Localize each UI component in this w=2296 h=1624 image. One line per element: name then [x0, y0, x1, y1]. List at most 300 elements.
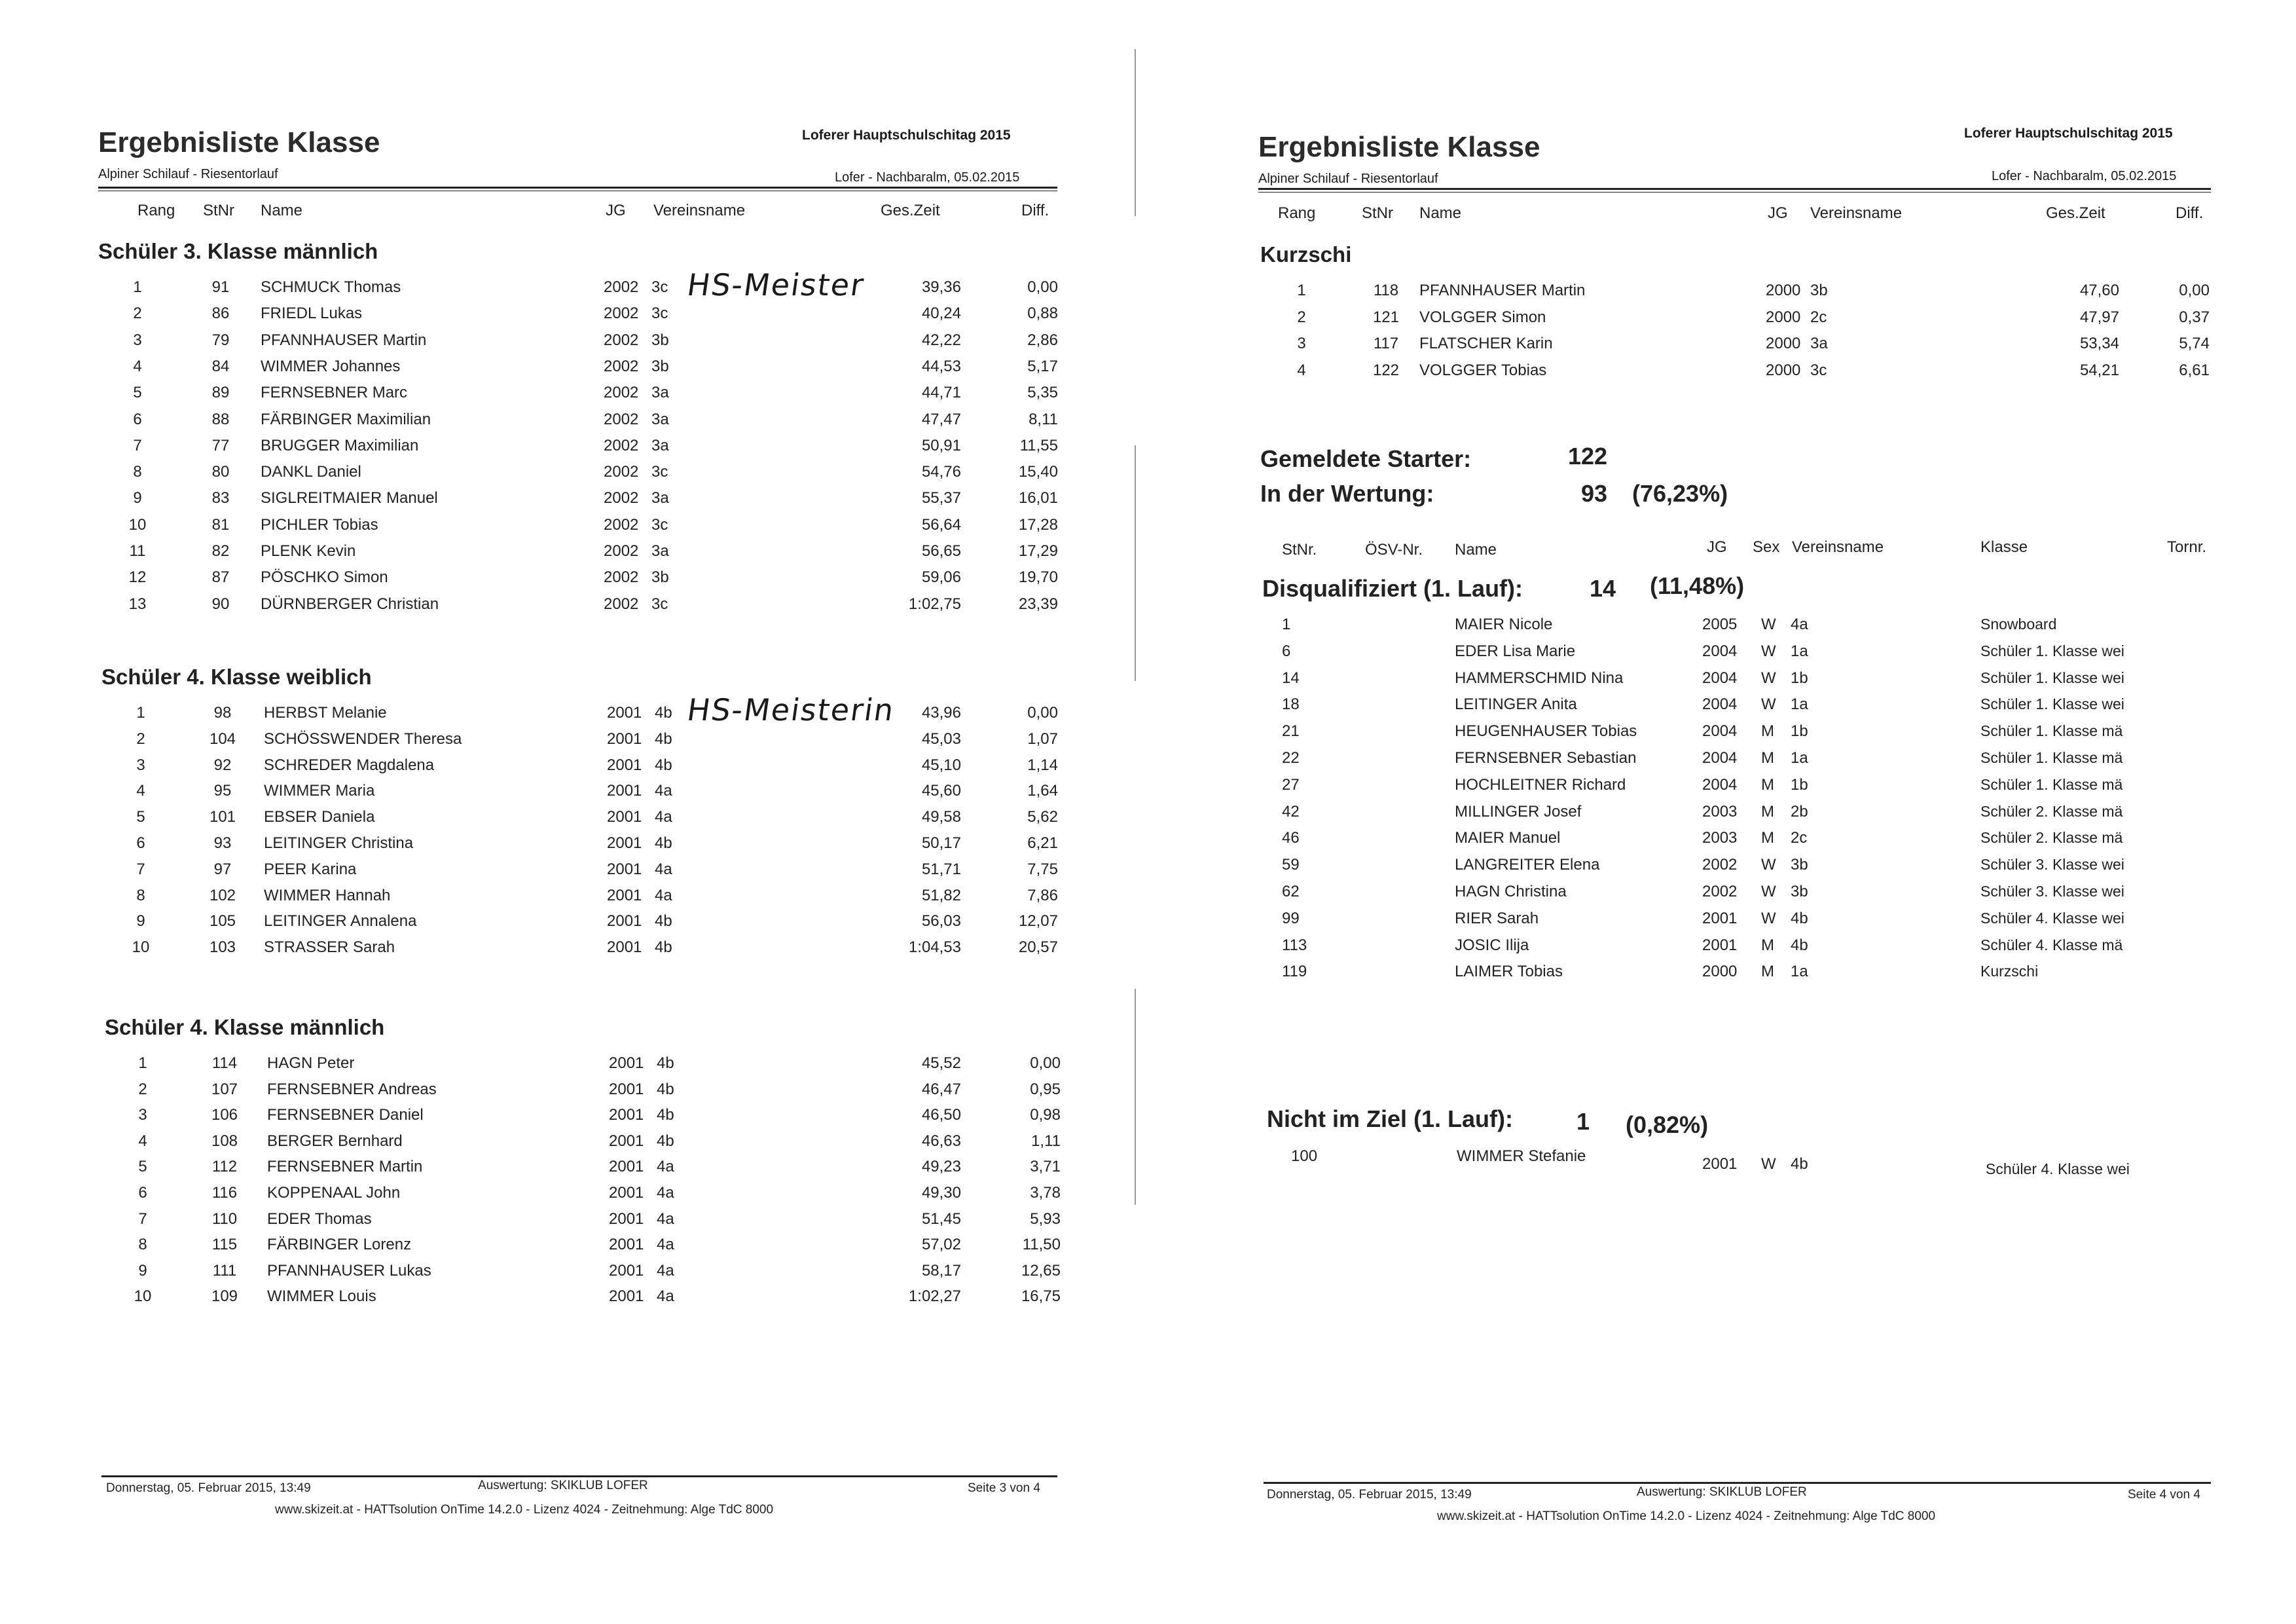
- class-cell: 4b: [1791, 1155, 1808, 1173]
- ranked-value: 93: [1581, 480, 1608, 507]
- name-cell: DÜRNBERGER Christian: [261, 595, 439, 613]
- class-cell: 4b: [655, 834, 672, 852]
- class-cell: 4b: [655, 938, 672, 956]
- name-cell: EBSER Daniela: [264, 808, 375, 826]
- class-cell: 4b: [657, 1132, 674, 1150]
- diff-cell: 5,74: [2179, 335, 2210, 352]
- name-cell: LEITINGER Christina: [264, 834, 414, 852]
- start-number-cell: 6: [1282, 642, 1291, 660]
- name-cell: LANGREITER Elena: [1455, 856, 1600, 874]
- rank-cell: 12: [128, 568, 147, 586]
- class-cell: 4a: [657, 1184, 674, 1202]
- year-cell: 2000: [1766, 282, 1801, 299]
- start-number-cell: 107: [211, 1080, 238, 1098]
- rank-cell: 1: [133, 278, 142, 296]
- start-number-cell: 118: [1373, 282, 1399, 299]
- start-number-cell: 62: [1282, 883, 1300, 900]
- name-cell: FÄRBINGER Maximilian: [261, 411, 431, 428]
- time-cell: 1:04,53: [908, 938, 961, 956]
- start-number-cell: 82: [211, 542, 230, 560]
- class-cell: 1a: [1791, 695, 1808, 713]
- start-number-cell: 101: [209, 808, 236, 826]
- sex-cell: W: [1761, 695, 1776, 713]
- class-cell: 1b: [1791, 722, 1808, 740]
- rank-cell: 9: [133, 489, 142, 507]
- handwritten-annotation: HS-Meisterin: [685, 692, 898, 728]
- col-name: Name: [1419, 204, 1462, 222]
- class-cell: 3b: [1810, 282, 1828, 299]
- year-cell: 2001: [609, 1210, 644, 1228]
- rank-cell: 10: [128, 516, 147, 534]
- start-number-cell: 86: [211, 304, 230, 322]
- sex-cell: M: [1761, 722, 1774, 740]
- class-cell: 4a: [1791, 616, 1808, 633]
- diff-cell: 5,35: [1027, 384, 1058, 401]
- class-cell: 3a: [651, 384, 669, 401]
- time-cell: 39,36: [921, 278, 961, 296]
- sex-cell: W: [1761, 669, 1776, 687]
- start-number-cell: 79: [211, 331, 230, 349]
- time-cell: 56,03: [921, 912, 961, 930]
- year-cell: 2001: [609, 1287, 644, 1305]
- time-cell: 54,76: [921, 463, 961, 481]
- year-cell: 2001: [609, 1106, 644, 1124]
- year-cell: 2002: [604, 278, 639, 296]
- diff-cell: 0,88: [1027, 304, 1058, 322]
- class-cell: 4b: [1791, 936, 1808, 954]
- start-number-cell: 114: [211, 1054, 238, 1072]
- class-cell: 1a: [1791, 963, 1808, 980]
- rank-cell: 13: [128, 595, 147, 613]
- year-cell: 2003: [1702, 803, 1738, 821]
- class-cell: 3a: [1810, 335, 1828, 352]
- name-cell: SCHREDER Magdalena: [264, 756, 435, 774]
- dq-count: 14: [1590, 575, 1616, 602]
- time-cell: 49,30: [921, 1184, 961, 1202]
- name-cell: VOLGGER Simon: [1419, 308, 1546, 326]
- year-cell: 2000: [1702, 963, 1738, 980]
- section-heading: Schüler 4. Klasse weiblich: [101, 665, 372, 689]
- name-cell: HAGN Christina: [1455, 883, 1567, 900]
- footer-software: www.skizeit.at - HATTsolution OnTime 14.2.0 - Lizenz 4024 - Zeitnehmung: Alge TdC 8000: [275, 1503, 774, 1517]
- dq-col-oesv: ÖSV-Nr.: [1365, 541, 1423, 559]
- footer-date: Donnerstag, 05. Februar 2015, 13:49: [106, 1481, 311, 1495]
- class-cell: 4a: [655, 808, 672, 826]
- name-cell: HOCHLEITNER Richard: [1455, 776, 1626, 794]
- time-cell: 42,22: [921, 331, 961, 349]
- diff-cell: 16,01: [1018, 489, 1058, 507]
- time-cell: 53,34: [2079, 335, 2119, 352]
- start-number-cell: 104: [209, 730, 236, 748]
- name-cell: MAIER Nicole: [1455, 616, 1553, 633]
- time-cell: 55,37: [921, 489, 961, 507]
- dq-col-tornr: Tornr.: [2167, 538, 2207, 556]
- col-name: Name: [261, 202, 303, 219]
- name-cell: PLENK Kevin: [261, 542, 356, 560]
- year-cell: 2004: [1702, 776, 1738, 794]
- diff-cell: 15,40: [1018, 463, 1058, 481]
- diff-cell: 1,07: [1027, 730, 1058, 748]
- rank-cell: 4: [136, 782, 145, 800]
- class-cell: 3b: [1791, 856, 1808, 874]
- diff-cell: 7,75: [1027, 860, 1058, 878]
- name-cell: PÖSCHKO Simon: [261, 568, 388, 586]
- diff-cell: 23,39: [1018, 595, 1058, 613]
- diff-cell: 7,86: [1027, 887, 1058, 904]
- rank-cell: 6: [138, 1184, 147, 1202]
- start-number-cell: 97: [213, 860, 232, 878]
- start-number-cell: 88: [211, 411, 230, 428]
- time-cell: 1:02,27: [908, 1287, 961, 1305]
- name-cell: FERNSEBNER Daniel: [267, 1106, 424, 1124]
- name-cell: MAIER Manuel: [1455, 829, 1561, 847]
- footer-page: Seite 4 von 4: [2128, 1488, 2200, 1502]
- time-cell: 56,65: [921, 542, 961, 560]
- time-cell: 56,64: [921, 516, 961, 534]
- name-cell: WIMMER Hannah: [264, 887, 391, 904]
- class-cell: 1a: [1791, 642, 1808, 660]
- class-cell: 4a: [657, 1210, 674, 1228]
- class-cell: 3a: [651, 437, 669, 454]
- class-cell: 3c: [651, 304, 668, 322]
- name-cell: FRIEDL Lukas: [261, 304, 363, 322]
- section-heading-kurzschi: Kurzschi: [1260, 242, 1352, 267]
- time-cell: 49,58: [921, 808, 961, 826]
- sex-cell: M: [1761, 803, 1774, 821]
- start-number-cell: 22: [1282, 749, 1300, 767]
- name-cell: FERNSEBNER Marc: [261, 384, 408, 401]
- dq-col-verein: Vereinsname: [1792, 538, 1884, 556]
- category-cell: Schüler 1. Klasse mä: [1980, 776, 2123, 793]
- year-cell: 2002: [604, 358, 639, 375]
- class-cell: 4a: [655, 887, 672, 904]
- footer-page: Seite 3 von 4: [968, 1481, 1040, 1495]
- col-verein: Vereinsname: [653, 202, 746, 219]
- start-number-cell: 46: [1282, 829, 1300, 847]
- category-cell: Kurzschi: [1980, 963, 2039, 980]
- year-cell: 2000: [1766, 308, 1801, 326]
- category-cell: Schüler 2. Klasse mä: [1980, 829, 2123, 846]
- time-cell: 51,71: [921, 860, 961, 878]
- name-cell: SCHÖSSWENDER Theresa: [264, 730, 462, 748]
- rank-cell: 3: [1297, 335, 1306, 352]
- class-cell: 4a: [657, 1158, 674, 1175]
- year-cell: 2002: [604, 542, 639, 560]
- rank-cell: 6: [133, 411, 142, 428]
- rank-cell: 9: [138, 1262, 147, 1280]
- diff-cell: 0,98: [1030, 1106, 1061, 1124]
- rank-cell: 1: [138, 1054, 147, 1072]
- rank-cell: 7: [138, 1210, 147, 1228]
- start-number-cell: 14: [1282, 669, 1300, 687]
- col-zeit: Ges.Zeit: [881, 202, 940, 219]
- diff-cell: 5,93: [1030, 1210, 1061, 1228]
- dnf-count: 1: [1576, 1108, 1590, 1135]
- diff-cell: 11,50: [1022, 1236, 1061, 1253]
- col-rang: Rang: [1278, 204, 1316, 222]
- start-number-cell: 106: [211, 1106, 238, 1124]
- time-cell: 46,50: [921, 1106, 961, 1124]
- dq-col-stnr: StNr.: [1282, 541, 1317, 559]
- col-verein: Vereinsname: [1810, 204, 1903, 222]
- sex-cell: W: [1761, 856, 1776, 874]
- section-heading: Schüler 3. Klasse männlich: [98, 239, 378, 263]
- class-cell: 3a: [651, 542, 669, 560]
- category-cell: Snowboard: [1980, 616, 2057, 633]
- category-cell: Schüler 1. Klasse mä: [1980, 749, 2123, 766]
- footer-rule: [101, 1475, 1057, 1477]
- name-cell: FERNSEBNER Sebastian: [1455, 749, 1637, 767]
- time-cell: 45,10: [921, 756, 961, 774]
- start-number-cell: 21: [1282, 722, 1300, 740]
- year-cell: 2002: [1702, 883, 1738, 900]
- rank-cell: 3: [138, 1106, 147, 1124]
- name-cell: MILLINGER Josef: [1455, 803, 1582, 821]
- rank-cell: 1: [136, 704, 145, 722]
- time-cell: 40,24: [921, 304, 961, 322]
- col-jg: JG: [1768, 204, 1788, 222]
- diff-cell: 5,62: [1027, 808, 1058, 826]
- section-heading: Schüler 4. Klasse männlich: [105, 1015, 385, 1039]
- time-cell: 47,60: [2079, 282, 2119, 299]
- class-cell: 3b: [1791, 883, 1808, 900]
- name-cell: HAGN Peter: [267, 1054, 355, 1072]
- starters-value: 122: [1568, 443, 1608, 470]
- year-cell: 2001: [1702, 910, 1738, 927]
- col-jg: JG: [606, 202, 626, 219]
- year-cell: 2004: [1702, 642, 1738, 660]
- rank-cell: 11: [129, 542, 146, 560]
- sex-cell: W: [1761, 1155, 1776, 1173]
- time-cell: 58,17: [921, 1262, 961, 1280]
- name-cell: PFANNHAUSER Martin: [261, 331, 427, 349]
- name-cell: PFANNHAUSER Lukas: [267, 1262, 431, 1280]
- year-cell: 2001: [609, 1236, 644, 1253]
- year-cell: 2001: [607, 756, 642, 774]
- category-cell: Schüler 4. Klasse wei: [1986, 1160, 2130, 1177]
- class-cell: 4b: [655, 730, 672, 748]
- start-number-cell: 83: [211, 489, 230, 507]
- year-cell: 2001: [607, 860, 642, 878]
- diff-cell: 1,14: [1027, 756, 1058, 774]
- year-cell: 2002: [604, 304, 639, 322]
- time-cell: 43,96: [921, 704, 961, 722]
- header-rule-thin: [1258, 192, 2211, 193]
- class-cell: 4b: [657, 1106, 674, 1124]
- year-cell: 2002: [604, 463, 639, 481]
- diff-cell: 20,57: [1018, 938, 1058, 956]
- start-number-cell: 105: [209, 912, 236, 930]
- name-cell: LEITINGER Annalena: [264, 912, 417, 930]
- diff-cell: 1,11: [1031, 1132, 1061, 1150]
- start-number-cell: 98: [213, 704, 232, 722]
- start-number-cell: 109: [211, 1287, 238, 1305]
- diff-cell: 6,21: [1027, 834, 1058, 852]
- name-cell: HERBST Melanie: [264, 704, 387, 722]
- name-cell: SIGLREITMAIER Manuel: [261, 489, 438, 507]
- sex-cell: M: [1761, 936, 1774, 954]
- year-cell: 2002: [604, 411, 639, 428]
- sex-cell: W: [1761, 616, 1776, 633]
- footer-date: Donnerstag, 05. Februar 2015, 13:49: [1267, 1488, 1472, 1502]
- time-cell: 46,63: [921, 1132, 961, 1150]
- class-cell: 1a: [1791, 749, 1808, 767]
- diff-cell: 17,29: [1018, 542, 1058, 560]
- start-number-cell: 90: [211, 595, 230, 613]
- footer-software: www.skizeit.at - HATTsolution OnTime 14.2.0 - Lizenz 4024 - Zeitnehmung: Alge TdC 8000: [1437, 1509, 1936, 1523]
- start-number-cell: 117: [1373, 335, 1399, 352]
- ranked-percent: (76,23%): [1632, 480, 1728, 507]
- category-cell: Schüler 2. Klasse mä: [1980, 803, 2123, 820]
- rank-cell: 7: [136, 860, 145, 878]
- name-cell: EDER Thomas: [267, 1210, 372, 1228]
- start-number-cell: 102: [209, 887, 236, 904]
- start-number-cell: 93: [213, 834, 232, 852]
- start-number-cell: 113: [1282, 936, 1307, 954]
- sex-cell: M: [1761, 776, 1774, 794]
- category-cell: Schüler 1. Klasse wei: [1980, 642, 2124, 659]
- rank-cell: 10: [132, 938, 150, 956]
- rank-cell: 4: [1297, 361, 1306, 379]
- time-cell: 47,47: [921, 411, 961, 428]
- sex-cell: M: [1761, 749, 1774, 767]
- name-cell: BRUGGER Maximilian: [261, 437, 419, 454]
- category-cell: Schüler 3. Klasse wei: [1980, 883, 2124, 900]
- col-diff: Diff.: [1021, 202, 1049, 219]
- discipline: Alpiner Schilauf - Riesentorlauf: [98, 167, 278, 181]
- rank-cell: 9: [136, 912, 145, 930]
- start-number-cell: 87: [211, 568, 230, 586]
- class-cell: 2c: [1810, 308, 1827, 326]
- class-cell: 4b: [657, 1080, 674, 1098]
- category-cell: Schüler 3. Klasse wei: [1980, 856, 2124, 873]
- time-cell: 54,21: [2079, 361, 2119, 379]
- venue-date: Lofer - Nachbaralm, 05.02.2015: [1992, 169, 2177, 183]
- diff-cell: 2,86: [1027, 331, 1058, 349]
- year-cell: 2002: [604, 516, 639, 534]
- year-cell: 2001: [607, 704, 642, 722]
- class-cell: 4a: [657, 1287, 674, 1305]
- year-cell: 2005: [1702, 616, 1738, 633]
- venue-date: Lofer - Nachbaralm, 05.02.2015: [835, 170, 1020, 185]
- time-cell: 57,02: [921, 1236, 961, 1253]
- name-cell: BERGER Bernhard: [267, 1132, 403, 1150]
- dq-col-jg: JG: [1707, 538, 1727, 556]
- class-cell: 4a: [657, 1262, 674, 1280]
- start-number-cell: 18: [1282, 695, 1300, 713]
- time-cell: 44,71: [921, 384, 961, 401]
- category-cell: Schüler 4. Klasse mä: [1980, 936, 2123, 953]
- start-number-cell: 115: [211, 1236, 238, 1253]
- col-stnr: StNr: [203, 202, 234, 219]
- diff-cell: 0,00: [2179, 282, 2210, 299]
- diff-cell: 1,64: [1027, 782, 1058, 800]
- col-stnr: StNr: [1362, 204, 1393, 222]
- start-number-cell: 112: [211, 1158, 238, 1175]
- rank-cell: 2: [1297, 308, 1306, 326]
- year-cell: 2004: [1702, 722, 1738, 740]
- year-cell: 2002: [604, 331, 639, 349]
- time-cell: 59,06: [921, 568, 961, 586]
- diff-cell: 16,75: [1021, 1287, 1061, 1305]
- sex-cell: M: [1761, 829, 1774, 847]
- class-cell: 2b: [1791, 803, 1808, 821]
- start-number-cell: 42: [1282, 803, 1300, 821]
- diff-cell: 5,17: [1027, 358, 1058, 375]
- rank-cell: 3: [133, 331, 142, 349]
- rank-cell: 3: [136, 756, 145, 774]
- class-cell: 3c: [651, 278, 668, 296]
- diff-cell: 0,00: [1027, 278, 1058, 296]
- sex-cell: W: [1761, 642, 1776, 660]
- class-cell: 3c: [651, 595, 668, 613]
- start-number-cell: 1: [1282, 616, 1291, 633]
- start-number-cell: 99: [1282, 910, 1300, 927]
- start-number-cell: 110: [211, 1210, 238, 1228]
- diff-cell: 0,00: [1027, 704, 1058, 722]
- year-cell: 2004: [1702, 695, 1738, 713]
- year-cell: 2000: [1766, 361, 1801, 379]
- year-cell: 2001: [609, 1132, 644, 1150]
- discipline: Alpiner Schilauf - Riesentorlauf: [1258, 172, 1438, 186]
- year-cell: 2004: [1702, 749, 1738, 767]
- year-cell: 2001: [1702, 1155, 1738, 1173]
- dq-col-sex: Sex: [1753, 538, 1780, 556]
- col-zeit: Ges.Zeit: [2046, 204, 2105, 222]
- name-cell: EDER Lisa Marie: [1455, 642, 1576, 660]
- diff-cell: 8,11: [1029, 411, 1058, 428]
- name-cell: JOSIC Ilija: [1455, 936, 1529, 954]
- diff-cell: 17,28: [1018, 516, 1058, 534]
- class-cell: 4a: [655, 782, 672, 800]
- time-cell: 44,53: [921, 358, 961, 375]
- start-number-cell: 89: [211, 384, 230, 401]
- year-cell: 2001: [609, 1184, 644, 1202]
- name-cell: LEITINGER Anita: [1455, 695, 1577, 713]
- name-cell: RIER Sarah: [1455, 910, 1539, 927]
- name-cell: DANKL Daniel: [261, 463, 361, 481]
- footer-rule: [1264, 1482, 2211, 1484]
- footer-auswertung: Auswertung: SKIKLUB LOFER: [478, 1479, 648, 1492]
- time-cell: 47,97: [2079, 308, 2119, 326]
- dq-col-name: Name: [1455, 541, 1497, 559]
- start-number-cell: 100: [1291, 1147, 1318, 1165]
- class-cell: 3c: [1810, 361, 1827, 379]
- diff-cell: 19,70: [1018, 568, 1058, 586]
- diff-cell: 6,61: [2179, 361, 2210, 379]
- class-cell: 4a: [655, 860, 672, 878]
- category-cell: Schüler 1. Klasse wei: [1980, 695, 2124, 712]
- year-cell: 2001: [607, 938, 642, 956]
- diff-cell: 3,78: [1030, 1184, 1061, 1202]
- time-cell: 1:02,75: [908, 595, 961, 613]
- name-cell: WIMMER Maria: [264, 782, 375, 800]
- page-title: Ergebnisliste Klasse: [98, 126, 380, 158]
- diff-cell: 3,71: [1030, 1158, 1061, 1175]
- class-cell: 4b: [655, 912, 672, 930]
- year-cell: 2002: [604, 595, 639, 613]
- year-cell: 2001: [607, 730, 642, 748]
- event-name: Loferer Hauptschulschitag 2015: [802, 128, 1011, 143]
- start-number-cell: 111: [212, 1262, 237, 1280]
- year-cell: 2001: [609, 1262, 644, 1280]
- starters-label: Gemeldete Starter:: [1260, 445, 1472, 472]
- name-cell: WIMMER Louis: [267, 1287, 376, 1305]
- class-cell: 4b: [657, 1054, 674, 1072]
- start-number-cell: 103: [209, 938, 236, 956]
- dq-label: Disqualifiziert (1. Lauf):: [1262, 575, 1523, 602]
- diff-cell: 0,95: [1030, 1080, 1061, 1098]
